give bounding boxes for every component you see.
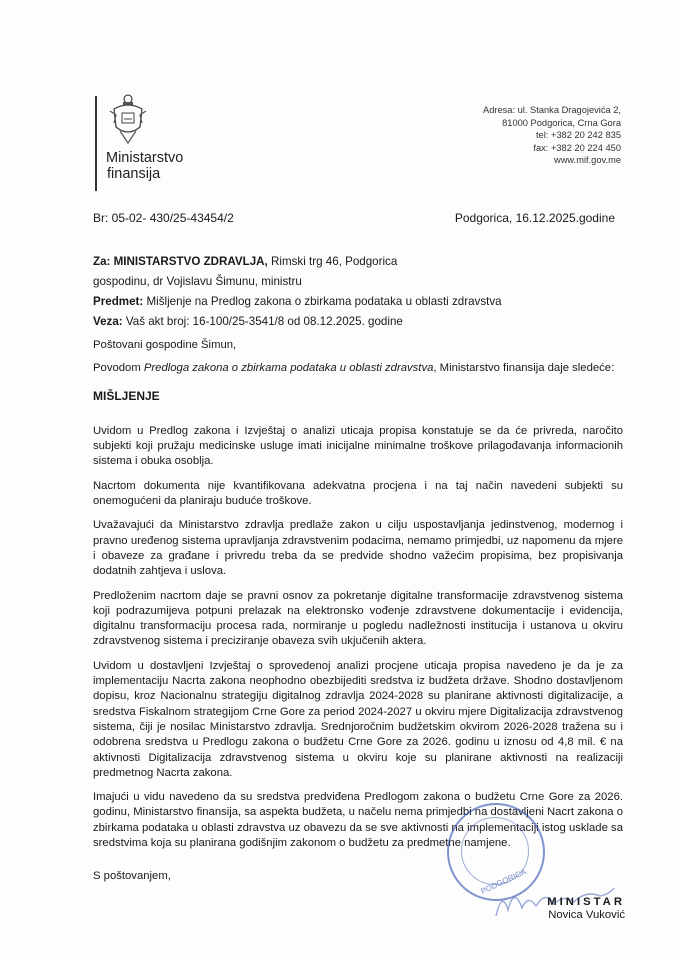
- signature-block: [547, 896, 625, 922]
- paragraph-1: Uvidom u Predlog zakona i Izvještaj o analizi uticaja propisa konstatuje se da će privreda, naročito subjekti koji pružaju medicinske usluge imati inicijalne minimalne troškove prilagođavanja informacionih sistema i obuka osoblja.: [93, 424, 623, 468]
- address-line: Adresa: ul. Stanka Dragojevića 2,: [483, 105, 621, 115]
- subject-label: Predmet:: [93, 295, 144, 308]
- address-fax: fax: +382 20 224 450: [533, 142, 621, 153]
- za-label: Za:: [93, 255, 111, 268]
- recipient-line: [93, 252, 623, 272]
- reference-link-line: [93, 312, 623, 332]
- letter-body: [93, 338, 623, 860]
- ministry-name-line2: finansija: [107, 166, 161, 182]
- stamp-text: PODGORICA: [479, 867, 528, 896]
- reference-row: [93, 211, 615, 225]
- signatory-name: Novica Vuković: [548, 909, 625, 921]
- coat-of-arms-icon: [108, 93, 148, 147]
- salutation: Poštovani gospodine Šimun,: [93, 339, 237, 351]
- veza-label: Veza:: [93, 315, 123, 328]
- recipient-address: Rimski trg 46, Podgorica: [267, 255, 398, 268]
- letterhead-divider: [95, 96, 97, 191]
- paragraph-6: Imajući u vidu navedeno da su sredstva predviđena Predlogom zakona o budžetu Crne Gore za 2026. godinu, Ministarstvo finansija, sa aspekta budžeta, u načelu nema primjedbi na dostavljeni Nacrt zakona o zbirkama podataka u oblasti zdravstva uz obavezu da se sve aktivnosti na implementaciji istog usklade sa sredstvima koja su planirana godišnjim zakonom o budžetu za predmetne namjene.: [93, 791, 623, 850]
- subject-text: Mišljenje na Predlog zakona o zbirkama podataka u oblasti zdravstva: [143, 295, 502, 308]
- address-tel: tel: +382 20 242 835: [535, 130, 621, 140]
- subject-line: [93, 292, 623, 312]
- recipient-org: MINISTARSTVO ZDRAVLJA,: [113, 255, 268, 268]
- addressee: gospodinu, dr Vojislavu Šimunu, ministru: [93, 275, 302, 288]
- paragraph-5: Uvidom u dostavljeni Izvještaj o sprovedenoj analizi procjene uticaja propisa navedeno je da je za implementaciju Nacrta zakona neophodno obezbijediti sredstva iz budžeta države. Shodno dostavljenom dopisu, kroz Nacionalnu strategiju digitalnog zdravlja 2024-2028 su planirane aktivnosti digitalizacije, a sredstva Fiskalnom strategijom Crne Gore za period 2024-2027 u okviru mjere Digitalizacija zdravstvenog sistema, čiji je nosilac Ministarstvo zdravlja. Srednjoročnim budžetskim okvirom 2026-2028 tražena su i odobrena sredstva u Predlogu zakona o budžetu Crne Gore za 2026. godinu u iznosu od 4,8 mil. € na aktivnosti Digitalizacija zdravstvenog sistema u okviru koje su planirane aktivnosti na realizaciji predmetnog Nacrta zakona.: [93, 659, 623, 779]
- address-website: www.mif.gov.me: [554, 155, 621, 165]
- intro-pre: Povodom: [93, 362, 144, 375]
- intro-law-title: Predloga zakona o zbirkama podataka u oblasti zdravstva: [143, 362, 434, 375]
- place-date: Podgorica, 16.12.2025.godine: [454, 211, 615, 225]
- paragraph-3: Uvažavajući da Ministarstvo zdravlja predlaže zakon u cilju uspostavljanja jedinstvenog, modernog i pravno uređenog sistema upravljanja zdravstvenim podacima, nemamo primjedbi, uz napomenu da mjere i obaveze za građane i privredu treba da se predvide shodno važećim propisima, bez propisivanja dodatnih zahtjeva i uslova.: [93, 519, 623, 578]
- ministry-address: [483, 104, 621, 167]
- intro-post: , Ministarstvo finansija daje sledeće:: [433, 362, 615, 375]
- ministry-name-line1: Ministarstvo: [106, 150, 184, 166]
- paragraph-4: Predloženim nacrtom daje se pravni osnov za pokretanje digitalne transformacije zdravstvenog sistema koji podrazumijeva potpuni prelazak na elektronsko vođenje zdravstvene dokumentacije i evidencija, digitalnu transformaciju procesa rada, normiranje u pogledu nadležnosti institucija i ustanova u okviru zdravstvenog sistema i preciziranje obaveza svih ukjučenih aktera.: [93, 589, 623, 648]
- intro-paragraph: [93, 361, 623, 376]
- closing: S poštovanjem,: [93, 870, 171, 882]
- ministry-name: [106, 150, 183, 182]
- opinion-heading: MIŠLJENJE: [93, 388, 160, 403]
- recipient-block: [93, 252, 623, 332]
- veza-text: Vaš akt broj: 16-100/25-3541/8 od 08.12.2025. godine: [122, 315, 403, 328]
- address-city: 81000 Podgorica, Crna Gora: [502, 117, 621, 128]
- reference-number: Br: 05-02- 430/25-43454/2: [93, 211, 234, 225]
- paragraph-2: Nacrtom dokumenta nije kvantifikovana adekvatna procjena i na taj način navedeni subjekti su onemogućeni da planiraju buduće troškove.: [93, 479, 623, 508]
- signatory-title: MINISTAR: [547, 896, 625, 908]
